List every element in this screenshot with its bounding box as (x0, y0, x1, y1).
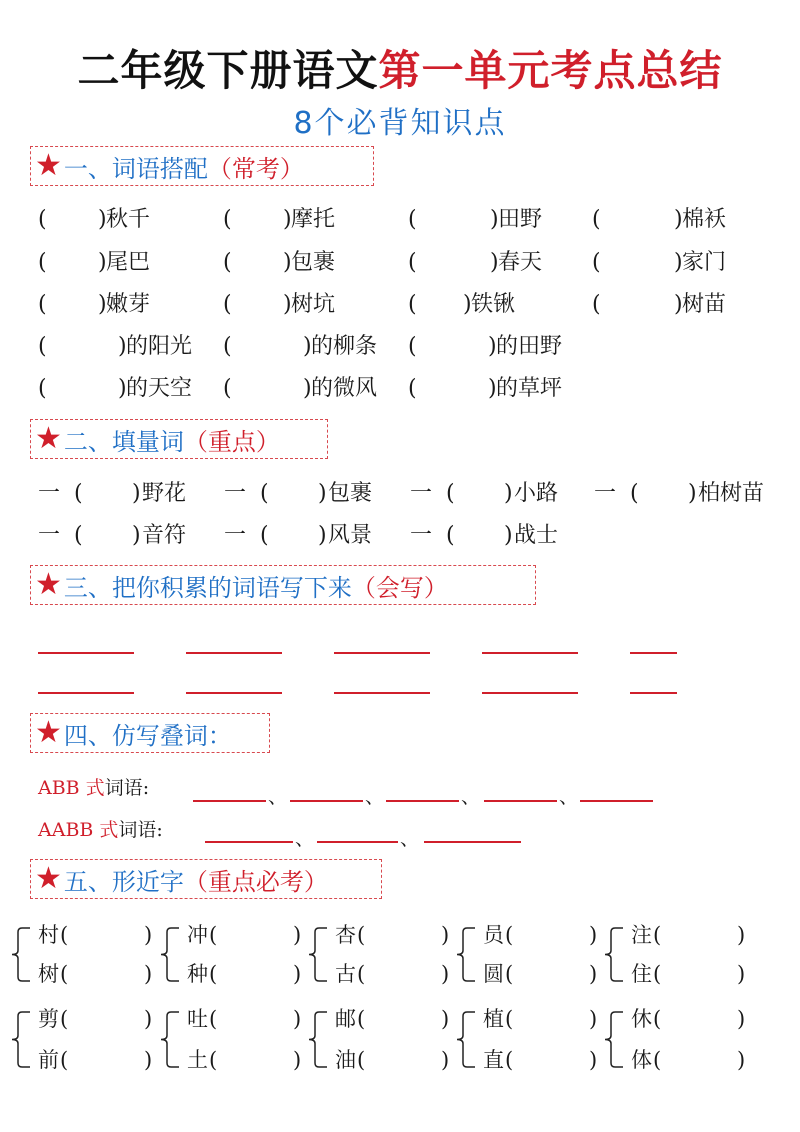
paren-close: ) (441, 962, 450, 986)
separator: 、 (365, 786, 385, 808)
similar-char: 前 (38, 1048, 59, 1072)
answer-blank[interactable] (219, 1006, 293, 1032)
similar-char: 冲 (187, 923, 208, 947)
answer-blank[interactable] (88, 523, 132, 549)
answer-blank[interactable] (237, 376, 303, 402)
measure-word: 风景 (328, 523, 373, 548)
separator: 、 (559, 786, 579, 808)
collocation-word: 家门 (682, 250, 727, 275)
star-icon: ★ (35, 861, 62, 896)
collocation-word: 尾巴 (106, 250, 151, 275)
section-header-write-words (30, 565, 536, 605)
paren-close: ) (283, 292, 292, 317)
brace-icon (453, 925, 475, 984)
paren-close: ) (589, 923, 598, 947)
section-title: 二、填量词 (63, 427, 184, 456)
paren-close: ) (589, 1048, 598, 1072)
paren-close: ) (441, 1048, 450, 1072)
paren-open: ( (408, 250, 417, 275)
brace-icon (8, 1009, 30, 1070)
paren-close: ) (488, 376, 497, 401)
similar-char: 员 (483, 923, 504, 947)
measure-word: 战士 (514, 523, 559, 548)
similar-char: 油 (335, 1048, 356, 1072)
section-title: 一、词语搭配 (63, 154, 208, 183)
answer-blank[interactable] (460, 523, 504, 549)
paren-close: ) (488, 334, 497, 359)
paren-close: ) (737, 962, 746, 986)
answer-blank[interactable] (606, 207, 674, 233)
answer-blank[interactable] (88, 481, 132, 507)
star-icon: ★ (35, 148, 62, 183)
paren-open: ( (505, 962, 514, 986)
write-line[interactable] (334, 652, 430, 654)
collocation-word: 树苗 (682, 292, 727, 317)
answer-blank[interactable] (515, 922, 589, 948)
paren-open: ( (408, 334, 417, 359)
collocation-word: 秋千 (106, 207, 151, 232)
answer-blank[interactable] (219, 961, 293, 987)
paren-close: ) (283, 207, 292, 232)
answer-blank[interactable] (422, 207, 490, 233)
collocation-word: 包裹 (291, 250, 336, 275)
aabb-label (38, 818, 163, 842)
separator: 、 (295, 828, 315, 850)
abb-label-word: 词语: (104, 777, 150, 799)
section-header-reduplication (30, 713, 270, 753)
aabb-answer-line[interactable] (317, 841, 398, 843)
collocation-word: 的阳光 (126, 334, 193, 359)
answer-blank[interactable] (663, 961, 737, 987)
collocation-word: 棉袄 (682, 207, 727, 232)
abb-answer-line[interactable] (290, 800, 363, 802)
paren-open: ( (223, 376, 232, 401)
paren-close: ) (674, 292, 683, 317)
similar-char: 邮 (335, 1007, 356, 1031)
similar-char: 村 (38, 923, 59, 947)
measure-prefix: 一 (224, 523, 247, 548)
answer-blank[interactable] (52, 334, 118, 360)
paren-close: ) (283, 250, 292, 275)
measure-prefix: 一 (410, 481, 433, 506)
paren-close: ) (490, 207, 499, 232)
similar-char: 体 (631, 1048, 652, 1072)
paren-open: ( (38, 376, 47, 401)
paren-open: ( (223, 250, 232, 275)
paren-close: ) (318, 481, 327, 506)
answer-blank[interactable] (52, 292, 98, 318)
paren-open: ( (260, 523, 269, 548)
aabb-answer-line[interactable] (424, 841, 521, 843)
paren-close: ) (132, 523, 141, 548)
paren-open: ( (60, 1048, 69, 1072)
title-black: 二年级下册语文 (77, 46, 379, 95)
brace-icon (157, 1009, 179, 1070)
paren-close: ) (589, 1007, 598, 1031)
answer-blank[interactable] (606, 292, 674, 318)
paren-open: ( (357, 1048, 366, 1072)
paren-open: ( (223, 207, 232, 232)
paren-close: ) (293, 962, 302, 986)
abb-answer-line[interactable] (386, 800, 459, 802)
aabb-answer-line[interactable] (205, 841, 293, 843)
paren-open: ( (74, 523, 83, 548)
section-title: 三、把你积累的词语写下来 (63, 573, 352, 602)
similar-char: 直 (483, 1048, 504, 1072)
paren-open: ( (408, 376, 417, 401)
paren-close: ) (674, 207, 683, 232)
collocation-word: 的柳条 (311, 334, 378, 359)
paren-open: ( (592, 250, 601, 275)
answer-blank[interactable] (367, 961, 441, 987)
paren-open: ( (505, 923, 514, 947)
write-line[interactable] (482, 652, 578, 654)
paren-close: ) (688, 481, 697, 506)
paren-close: ) (293, 923, 302, 947)
answer-blank[interactable] (52, 250, 98, 276)
paren-close: ) (318, 523, 327, 548)
paren-open: ( (38, 207, 47, 232)
collocation-word: 嫩芽 (106, 292, 151, 317)
paren-open: ( (592, 292, 601, 317)
write-line[interactable] (482, 692, 578, 694)
paren-close: ) (674, 250, 683, 275)
answer-blank[interactable] (663, 1006, 737, 1032)
paren-open: ( (446, 523, 455, 548)
section-note: （会写） (351, 573, 448, 602)
paren-close: ) (504, 481, 513, 506)
paren-open: ( (209, 962, 218, 986)
answer-blank[interactable] (70, 961, 144, 987)
collocation-word: 春天 (498, 250, 543, 275)
paren-open: ( (209, 1048, 218, 1072)
measure-prefix: 一 (38, 523, 61, 548)
paren-open: ( (223, 334, 232, 359)
answer-blank[interactable] (52, 376, 118, 402)
abb-label-type: ABB 式 (38, 777, 105, 799)
answer-blank[interactable] (219, 1047, 293, 1073)
paren-open: ( (38, 334, 47, 359)
collocation-word: 的天空 (126, 376, 193, 401)
paren-open: ( (223, 292, 232, 317)
similar-char: 注 (631, 923, 652, 947)
paren-open: ( (38, 292, 47, 317)
paren-open: ( (357, 923, 366, 947)
paren-close: ) (441, 923, 450, 947)
measure-word: 包裹 (328, 481, 373, 506)
measure-prefix: 一 (38, 481, 61, 506)
brace-icon (453, 1009, 475, 1070)
answer-blank[interactable] (515, 1047, 589, 1073)
paren-close: ) (737, 1048, 746, 1072)
page-title (0, 38, 800, 98)
section-note: （重点） (183, 427, 280, 456)
section-note: （重点必考） (183, 867, 328, 896)
aabb-label-type: AABB 式 (38, 819, 119, 841)
brace-icon (305, 925, 327, 984)
paren-open: ( (209, 1007, 218, 1031)
answer-blank[interactable] (237, 250, 283, 276)
paren-open: ( (60, 962, 69, 986)
paren-open: ( (408, 292, 417, 317)
answer-blank[interactable] (422, 376, 488, 402)
paren-close: ) (490, 250, 499, 275)
paren-open: ( (653, 923, 662, 947)
paren-close: ) (293, 1007, 302, 1031)
paren-open: ( (60, 923, 69, 947)
answer-blank[interactable] (367, 922, 441, 948)
paren-close: ) (118, 334, 127, 359)
paren-open: ( (408, 207, 417, 232)
write-line[interactable] (38, 652, 134, 654)
brace-icon (8, 925, 30, 984)
aabb-label-word: 词语: (118, 819, 163, 841)
measure-word: 柏树苗 (698, 481, 765, 506)
title-red: 第一单元考点总结 (378, 46, 723, 95)
section-header-measure (30, 419, 328, 459)
paren-open: ( (38, 250, 47, 275)
abb-answer-line[interactable] (484, 800, 557, 802)
paren-close: ) (98, 250, 107, 275)
paren-open: ( (630, 481, 639, 506)
separator: 、 (461, 786, 481, 808)
paren-open: ( (592, 207, 601, 232)
write-line[interactable] (630, 692, 677, 694)
answer-blank[interactable] (274, 481, 318, 507)
paren-open: ( (60, 1007, 69, 1031)
paren-close: ) (463, 292, 472, 317)
paren-close: ) (293, 1048, 302, 1072)
answer-blank[interactable] (52, 207, 98, 233)
paren-close: ) (441, 1007, 450, 1031)
paren-close: ) (144, 1007, 153, 1031)
paren-close: ) (589, 962, 598, 986)
answer-blank[interactable] (274, 523, 318, 549)
abb-answer-line[interactable] (580, 800, 653, 802)
measure-word: 小路 (514, 481, 559, 506)
answer-blank[interactable] (422, 250, 490, 276)
paren-close: ) (98, 207, 107, 232)
brace-icon (601, 1009, 623, 1070)
paren-open: ( (357, 1007, 366, 1031)
star-icon: ★ (35, 567, 62, 602)
paren-close: ) (144, 962, 153, 986)
paren-close: ) (132, 481, 141, 506)
collocation-word: 树坑 (291, 292, 336, 317)
paren-close: ) (144, 1048, 153, 1072)
answer-blank[interactable] (70, 1006, 144, 1032)
measure-prefix: 一 (224, 481, 247, 506)
section-note: （常考） (207, 154, 304, 183)
paren-open: ( (505, 1048, 514, 1072)
collocation-word: 摩托 (291, 207, 336, 232)
paren-open: ( (505, 1007, 514, 1031)
answer-blank[interactable] (422, 292, 463, 318)
measure-prefix: 一 (410, 523, 433, 548)
abb-label (38, 776, 149, 800)
answer-blank[interactable] (70, 922, 144, 948)
similar-char: 住 (631, 962, 652, 986)
abb-answer-line[interactable] (193, 800, 266, 802)
similar-char: 杏 (335, 923, 356, 947)
similar-char: 休 (631, 1007, 652, 1031)
page-subtitle: 8个必背知识点 (293, 106, 507, 141)
section-title: 四、仿写叠词： (63, 721, 232, 750)
collocation-word: 的田野 (496, 334, 563, 359)
answer-blank[interactable] (422, 334, 488, 360)
paren-open: ( (74, 481, 83, 506)
write-line[interactable] (630, 652, 677, 654)
paren-close: ) (303, 334, 312, 359)
paren-close: ) (504, 523, 513, 548)
brace-icon (157, 925, 179, 984)
answer-blank[interactable] (219, 922, 293, 948)
answer-blank[interactable] (460, 481, 504, 507)
paren-open: ( (653, 962, 662, 986)
write-line[interactable] (38, 692, 134, 694)
measure-word: 音符 (142, 523, 187, 548)
answer-blank[interactable] (237, 207, 283, 233)
similar-char: 种 (187, 962, 208, 986)
similar-char: 圆 (483, 962, 504, 986)
star-icon: ★ (35, 421, 62, 456)
answer-blank[interactable] (367, 1006, 441, 1032)
answer-blank[interactable] (663, 1047, 737, 1073)
section-header-similar-chars (30, 859, 382, 899)
separator: 、 (268, 786, 288, 808)
answer-blank[interactable] (237, 292, 283, 318)
paren-open: ( (260, 481, 269, 506)
paren-close: ) (737, 923, 746, 947)
paren-open: ( (357, 962, 366, 986)
paren-close: ) (737, 1007, 746, 1031)
paren-close: ) (144, 923, 153, 947)
section-title: 五、形近字 (63, 867, 184, 896)
similar-char: 剪 (38, 1007, 59, 1031)
write-line[interactable] (186, 692, 282, 694)
answer-blank[interactable] (644, 481, 688, 507)
measure-word: 野花 (142, 481, 187, 506)
collocation-word: 的草坪 (496, 376, 563, 401)
paren-close: ) (98, 292, 107, 317)
paren-open: ( (446, 481, 455, 506)
paren-open: ( (653, 1007, 662, 1031)
star-icon: ★ (35, 715, 62, 750)
similar-char: 植 (483, 1007, 504, 1031)
collocation-word: 的微风 (311, 376, 378, 401)
brace-icon (305, 1009, 327, 1070)
answer-blank[interactable] (606, 250, 674, 276)
answer-blank[interactable] (515, 961, 589, 987)
similar-char: 古 (335, 962, 356, 986)
paren-close: ) (118, 376, 127, 401)
collocation-word: 田野 (498, 207, 543, 232)
brace-icon (601, 925, 623, 984)
separator: 、 (400, 828, 420, 850)
answer-blank[interactable] (515, 1006, 589, 1032)
answer-blank[interactable] (663, 922, 737, 948)
collocation-word: 铁锹 (471, 292, 516, 317)
similar-char: 树 (38, 962, 59, 986)
paren-close: ) (303, 376, 312, 401)
answer-blank[interactable] (367, 1047, 441, 1073)
measure-prefix: 一 (594, 481, 617, 506)
answer-blank[interactable] (237, 334, 303, 360)
section-header-collocation (30, 146, 374, 186)
paren-open: ( (653, 1048, 662, 1072)
write-line[interactable] (334, 692, 430, 694)
paren-open: ( (209, 923, 218, 947)
write-line[interactable] (186, 652, 282, 654)
similar-char: 吐 (187, 1007, 208, 1031)
answer-blank[interactable] (70, 1047, 144, 1073)
similar-char: 土 (187, 1048, 208, 1072)
